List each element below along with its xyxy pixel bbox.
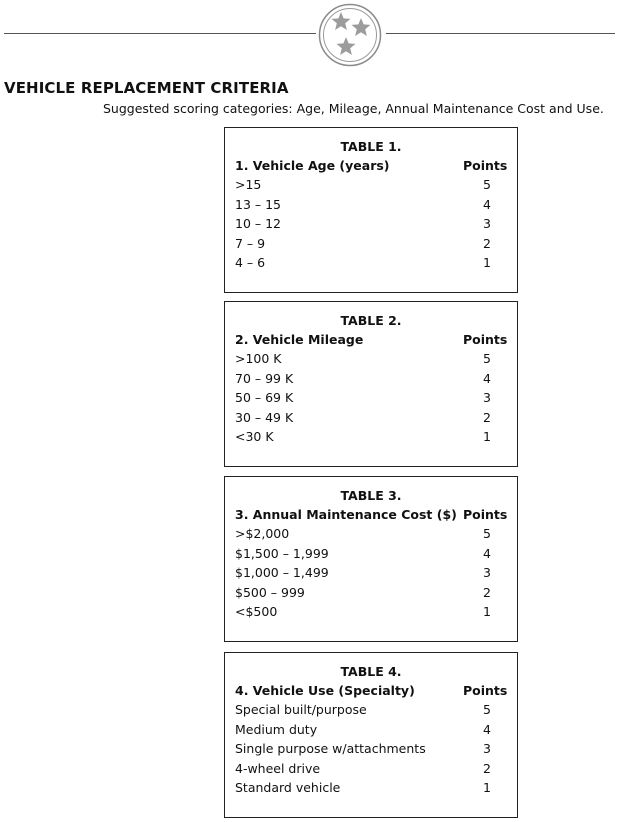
table-heading: TABLE 3. xyxy=(340,488,402,503)
scoring-table-1 xyxy=(224,127,518,293)
table-row xyxy=(235,524,507,544)
row-label: <30 K xyxy=(235,429,274,444)
row-points: 1 xyxy=(483,780,491,795)
table-heading: TABLE 1. xyxy=(340,139,402,154)
row-points: 1 xyxy=(483,604,491,619)
table-column-header xyxy=(235,505,507,524)
points-column-header: Points xyxy=(463,507,508,522)
row-points: 2 xyxy=(483,584,491,600)
table-column-header xyxy=(235,156,507,175)
row-label: $1,000 – 1,499 xyxy=(235,565,329,580)
row-points: 4 xyxy=(483,370,491,386)
row-label: 4-wheel drive xyxy=(235,760,321,776)
row-label: $1,500 – 1,999 xyxy=(235,545,329,561)
row-label: 10 – 12 xyxy=(235,216,282,231)
scoring-table-3 xyxy=(224,476,518,642)
table-heading: TABLE 2. xyxy=(340,313,402,328)
row-points: 4 xyxy=(483,196,491,212)
table-row xyxy=(235,408,507,428)
row-points: 5 xyxy=(483,702,491,717)
table-row xyxy=(235,602,507,622)
row-points: 4 xyxy=(483,545,491,561)
row-label: Single purpose w/attachments xyxy=(235,741,426,756)
row-points: 5 xyxy=(483,351,491,366)
row-points: 2 xyxy=(483,235,491,251)
points-column-header: Points xyxy=(463,332,508,347)
table-row xyxy=(235,739,507,759)
table-column-header xyxy=(235,681,507,700)
table-row xyxy=(235,778,507,798)
table-row xyxy=(235,369,507,389)
row-points: 3 xyxy=(483,565,491,580)
row-points: 1 xyxy=(483,429,491,444)
category-label: 4. Vehicle Use (Specialty) xyxy=(235,683,415,698)
row-label: >15 xyxy=(235,177,262,192)
table-row xyxy=(235,700,507,720)
row-label: 70 – 99 K xyxy=(235,370,294,386)
table-row xyxy=(235,720,507,740)
row-label: $500 – 999 xyxy=(235,584,305,600)
table-row xyxy=(235,563,507,583)
row-label: Standard vehicle xyxy=(235,780,341,795)
points-column-header: Points xyxy=(463,683,508,698)
page-title: VEHICLE REPLACEMENT CRITERIA xyxy=(4,79,289,97)
table-row xyxy=(235,175,507,195)
table-row xyxy=(235,214,507,234)
row-points: 3 xyxy=(483,741,491,756)
category-label: 3. Annual Maintenance Cost ($) xyxy=(235,507,457,522)
row-label: 30 – 49 K xyxy=(235,409,294,425)
table-row xyxy=(235,388,507,408)
scoring-table-2 xyxy=(224,301,518,467)
scoring-table-4 xyxy=(224,652,518,818)
table-column-header xyxy=(235,330,507,349)
category-label: 1. Vehicle Age (years) xyxy=(235,158,390,173)
page-header xyxy=(0,0,619,70)
table-row xyxy=(235,195,507,215)
table-row xyxy=(235,759,507,779)
tri-star-seal-icon xyxy=(318,3,382,67)
row-label: Medium duty xyxy=(235,721,318,737)
row-label: 50 – 69 K xyxy=(235,390,294,405)
table-row xyxy=(235,253,507,273)
row-points: 5 xyxy=(483,526,491,541)
table-row xyxy=(235,583,507,603)
row-label: Special built/purpose xyxy=(235,702,367,717)
table-row xyxy=(235,234,507,254)
table-row xyxy=(235,349,507,369)
row-label: >$2,000 xyxy=(235,526,290,541)
page-subtitle: Suggested scoring categories: Age, Mileage, Annual Maintenance Cost and Use. xyxy=(103,101,604,116)
row-label: 13 – 15 xyxy=(235,196,282,212)
row-label: 7 – 9 xyxy=(235,235,266,251)
points-column-header: Points xyxy=(463,158,508,173)
row-points: 4 xyxy=(483,721,491,737)
row-points: 3 xyxy=(483,216,491,231)
row-points: 2 xyxy=(483,760,491,776)
row-points: 1 xyxy=(483,255,491,270)
category-label: 2. Vehicle Mileage xyxy=(235,332,364,347)
row-points: 5 xyxy=(483,177,491,192)
table-row xyxy=(235,427,507,447)
header-rule-left xyxy=(4,33,316,34)
row-label: <$500 xyxy=(235,604,278,619)
header-rule-right xyxy=(386,33,615,34)
table-row xyxy=(235,544,507,564)
row-points: 2 xyxy=(483,409,491,425)
table-heading: TABLE 4. xyxy=(340,664,402,679)
row-points: 3 xyxy=(483,390,491,405)
row-label: >100 K xyxy=(235,351,282,366)
row-label: 4 – 6 xyxy=(235,255,266,270)
